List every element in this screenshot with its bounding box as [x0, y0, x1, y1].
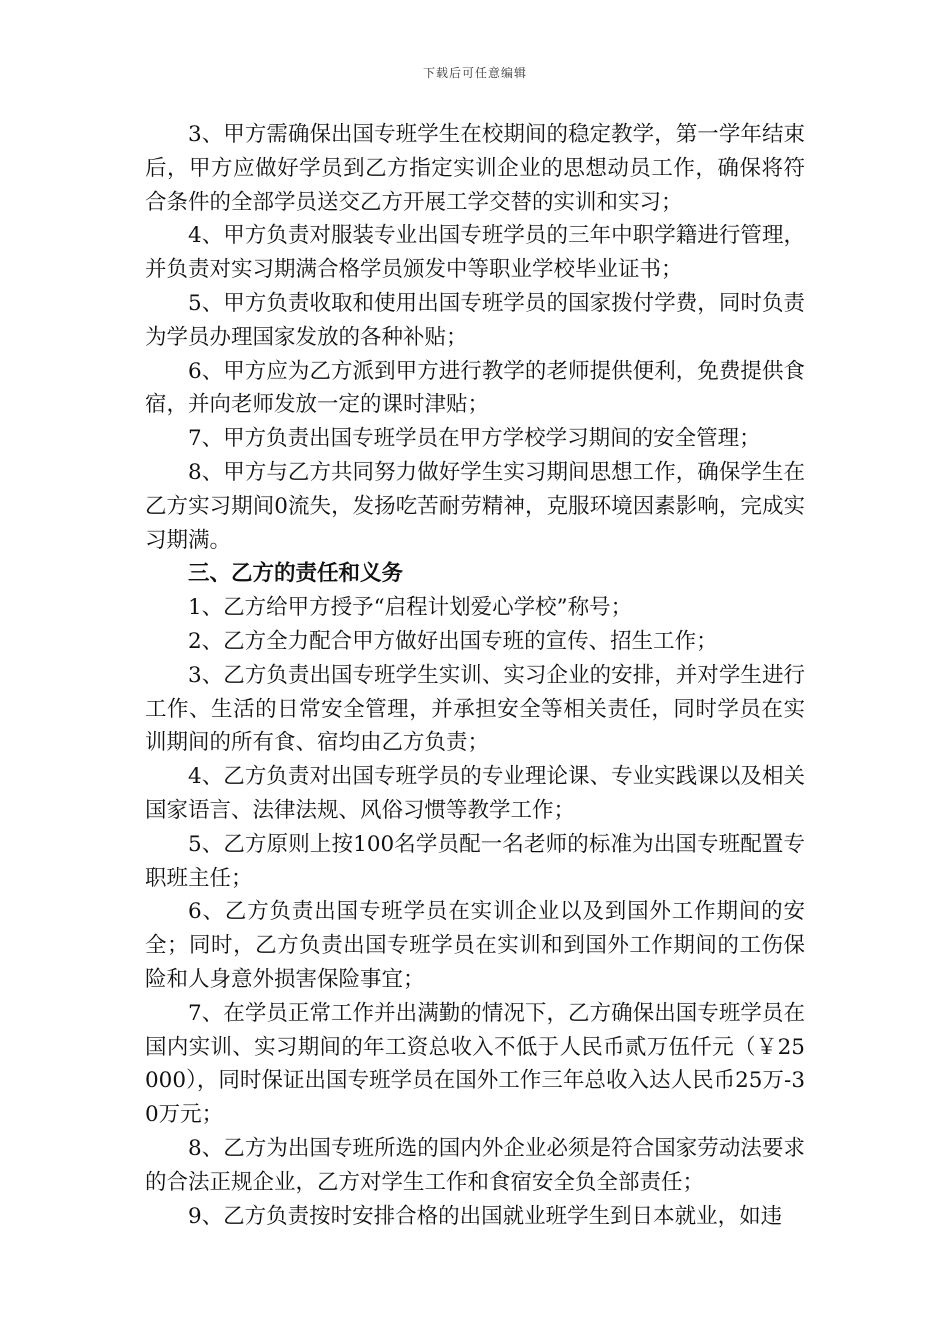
- clause-b5: 5、乙方原则上按100名学员配一名老师的标准为出国专班配置专职班主任；: [145, 831, 805, 891]
- clause-b3: 3、乙方负责出国专班学生实训、实习企业的安排，并对学生进行工作、生活的日常安全管理，并承担安全等相关责任，同时学员在实训期间的所有食、宿均由乙方负责；: [145, 662, 805, 756]
- clause-b7: 7、在学员正常工作并出满勤的情况下，乙方确保出国专班学员在国内实训、实习期间的年工资总收入不低于人民币贰万伍仟元（￥25000），同时保证出国专班学员在国外工作三年总收入达人民币25万-30万元；: [145, 1000, 805, 1128]
- clause-a3: 3、甲方需确保出国专班学生在校期间的稳定教学，第一学年结束后，甲方应做好学员到乙方指定实训企业的思想动员工作，确保将符合条件的全部学员送交乙方开展工学交替的实训和实习；: [145, 122, 805, 215]
- clause-b1: 1、乙方给甲方授予“启程计划爱心学校”称号；: [188, 595, 633, 621]
- clause-b4: 4、乙方负责对出国专班学员的专业理论课、专业实践课以及相关国家语言、法律法规、风俗习惯等教学工作；: [145, 764, 805, 823]
- clause-b6: 6、乙方负责出国专班学员在实训企业以及到国外工作期间的安全；同时，乙方负责出国专班学员在实训和到国外工作期间的工伤保险和人身意外损害保险事宜；: [145, 899, 805, 992]
- document-body: [145, 118, 805, 1233]
- clause-a5: 5、甲方负责收取和使用出国专班学员的国家拨付学费，同时负责为学员办理国家发放的各种补贴；: [145, 290, 805, 350]
- clause-a4: 4、甲方负责对服装专业出国专班学员的三年中职学籍进行管理，并负责对实习期满合格学员颁发中等职业学校毕业证书；: [145, 223, 805, 283]
- clause-a7: 7、甲方负责出国专班学员在甲方学校学习期间的安全管理；: [188, 426, 761, 452]
- clause-a8: 8、甲方与乙方共同努力做好学生实习期间思想工作，确保学生在乙方实习期间0流失，发扬吃苦耐劳精神，克服环境因素影响，完成实习期满。: [145, 459, 805, 553]
- header-note: 下载后可任意编辑: [422, 66, 527, 80]
- clause-a6: 6、甲方应为乙方派到甲方进行教学的老师提供便利，免费提供食宿，并向老师发放一定的课时津贴；: [145, 358, 805, 418]
- clause-b2: 2、乙方全力配合甲方做好出国专班的宣传、招生工作；: [188, 628, 718, 654]
- clause-b8: 8、乙方为出国专班所选的国内外企业必须是符合国家劳动法要求的合法正规企业，乙方对学生工作和食宿安全负全部责任；: [145, 1135, 805, 1195]
- clause-b9: 9、乙方负责按时安排合格的出国就业班学生到日本就业，如违: [188, 1203, 783, 1229]
- section-heading-party-b: 三、乙方的责任和义务: [188, 561, 404, 587]
